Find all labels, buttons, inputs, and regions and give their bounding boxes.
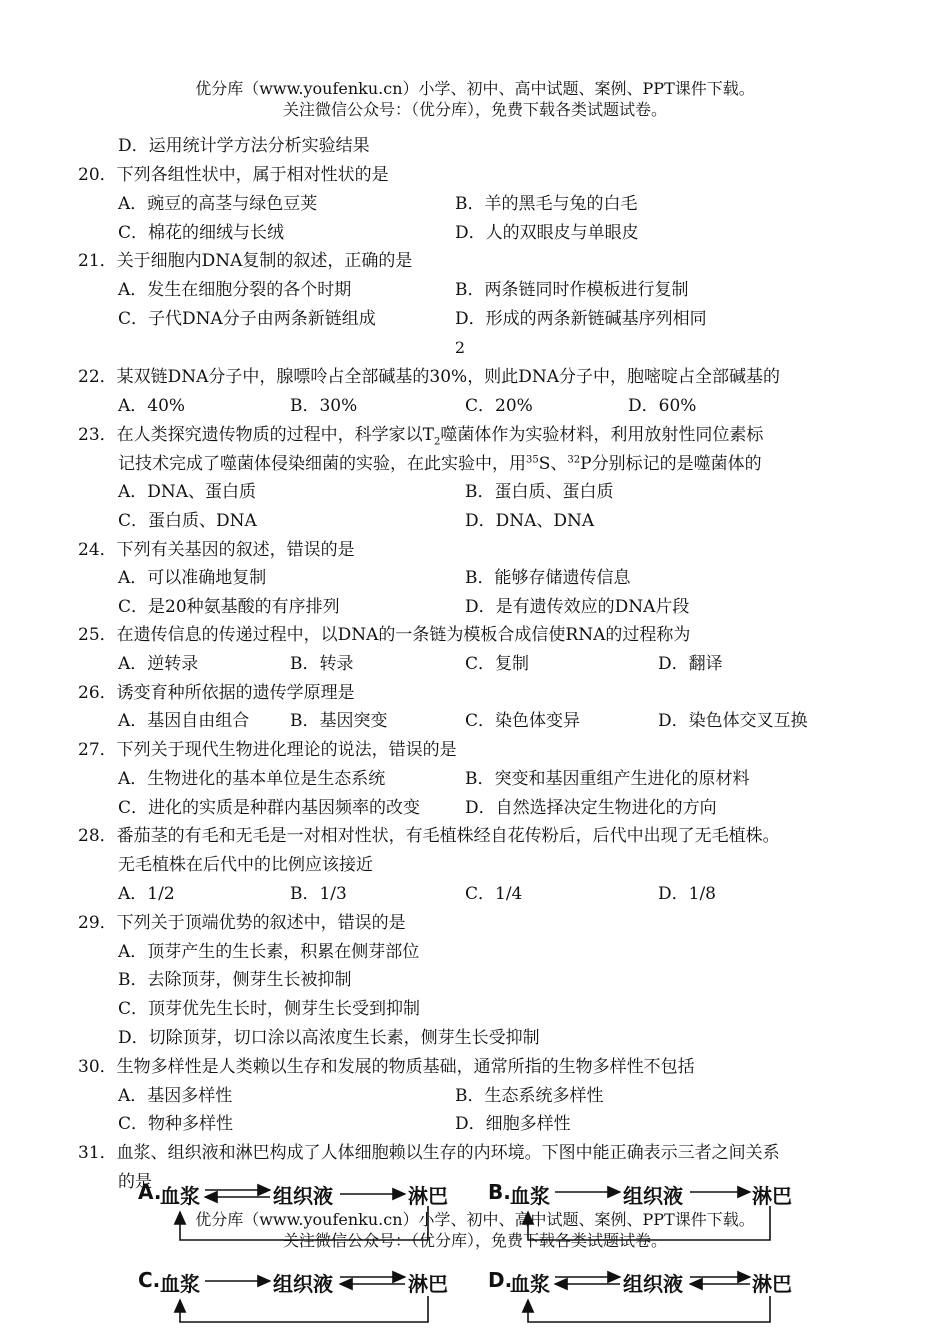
- q29-stem: 29．下列关于顶端优势的叙述中，错误的是: [78, 913, 406, 933]
- header-line-2: 关注微信公众号：（优分库），免费下载各类试题试卷。: [282, 100, 667, 119]
- q21-stem: 21．关于细胞内DNA复制的叙述，正确的是: [78, 251, 413, 271]
- diagram-a-node-tissue-fluid: 组织液: [273, 1184, 333, 1208]
- diagram-c-node-plasma: 血浆: [160, 1272, 200, 1296]
- q28-option-b: B．1/3: [290, 884, 347, 904]
- diagram-c-label: C.: [138, 1268, 161, 1292]
- q28-option-c: C．1/4: [465, 884, 523, 904]
- q20-option-c: C．棉花的细绒与长绒: [118, 223, 285, 243]
- q23-stem1-sub: 2: [433, 436, 441, 448]
- diagram-b-node-plasma: 血浆: [510, 1184, 550, 1208]
- q27-stem: 27．下列关于现代生物进化理论的说法，错误的是: [78, 740, 457, 760]
- q21-option-b: B．两条链同时作模板进行复制: [455, 280, 689, 300]
- diagram-c-return: [180, 1296, 428, 1322]
- diagram-b-node-lymph: 淋巴: [752, 1184, 792, 1208]
- q30-option-c: C．物种多样性: [118, 1114, 234, 1134]
- q23-mid: S、: [538, 454, 568, 474]
- q20-option-a: A．豌豆的高茎与绿色豆荚: [118, 194, 318, 214]
- diagram-a-node-plasma: 血浆: [160, 1184, 200, 1208]
- diagram-c-node-tissue-fluid: 组织液: [273, 1272, 333, 1296]
- q20-stem: 20．下列各组性状中，属于相对性状的是: [78, 165, 389, 185]
- diagram-d-return: [528, 1296, 770, 1322]
- diagram-a-label: A.: [138, 1180, 162, 1204]
- q29-option-a: A．顶芽产生的生长素，积累在侧芽部位: [118, 942, 420, 962]
- diagram-c-node-lymph: 淋巴: [408, 1272, 448, 1296]
- q23-stem2-post: P分别标记的是噬菌体的: [580, 454, 762, 474]
- q23-option-d: D．DNA、DNA: [465, 511, 595, 531]
- q23-option-a: A．DNA、蛋白质: [118, 482, 257, 502]
- q25-stem: 25．在遗传信息的传递过程中，以DNA的一条链为模板合成信使RNA的过程称为: [78, 625, 691, 645]
- q23-stem1-pre: 23．在人类探究遗传物质的过程中，科学家以T: [78, 425, 434, 445]
- q23-stem2-pre: 记技术完成了噬菌体侵染细菌的实验，在此实验中，用: [118, 454, 526, 474]
- diagram-b-node-tissue-fluid: 组织液: [623, 1184, 683, 1208]
- q27-option-b: B．突变和基因重组产生进化的原材料: [465, 769, 750, 789]
- q20-option-d: D．人的双眼皮与单眼皮: [455, 223, 639, 243]
- page-number: 2: [454, 338, 466, 357]
- q27-option-a: A．生物进化的基本单位是生态系统: [118, 769, 386, 789]
- q23-option-c: C．蛋白质、DNA: [118, 511, 257, 531]
- q25-option-c: C．复制: [465, 654, 530, 674]
- q28-option-a: A．1/2: [118, 884, 175, 904]
- q25-option-a: A．逆转录: [118, 654, 199, 674]
- q29-option-c: C．顶芽优先生长时，侧芽生长受到抑制: [118, 999, 421, 1019]
- q21-option-d: D．形成的两条新链碱基序列相同: [455, 309, 707, 329]
- q29-option-d: D．切除顶芽，切口涂以高浓度生长素，侧芽生长受抑制: [118, 1028, 540, 1048]
- q20-option-b: B．羊的黑毛与兔的白毛: [455, 194, 638, 214]
- q26-option-a: A．基因自由组合: [118, 711, 250, 731]
- q28-stem-line-1: 28．番茄茎的有毛和无毛是一对相对性状，有毛植株经自花传粉后，后代中出现了无毛植株。: [78, 826, 780, 846]
- prev-option-d: D．运用统计学方法分析实验结果: [118, 136, 370, 156]
- q25-option-b: B．转录: [290, 654, 354, 674]
- q28-option-d: D．1/8: [658, 884, 716, 904]
- q27-option-c: C．进化的实质是种群内基因频率的改变: [118, 798, 421, 818]
- q26-stem: 26．诱变育种所依据的遗传学原理是: [78, 683, 355, 703]
- q30-option-b: B．生态系统多样性: [455, 1086, 604, 1106]
- q22-option-b: B．30%: [290, 396, 358, 416]
- header-line-1: 优分库（www.youfenku.cn）小学、初中、高中试题、案例、PPT课件下载。: [195, 79, 755, 98]
- q22-stem: 22．某双链DNA分子中，腺嘌呤占全部碱基的30%，则此DNA分子中，胞嘧啶占全部碱基的: [78, 367, 780, 387]
- q29-option-b: B．去除顶芽，侧芽生长被抑制: [118, 970, 352, 990]
- q25-option-d: D．翻译: [658, 654, 723, 674]
- q27-option-d: D．自然选择决定生物进化的方向: [465, 798, 717, 818]
- q24-stem: 24．下列有关基因的叙述，错误的是: [78, 540, 355, 560]
- q24-option-d: D．是有遗传效应的DNA片段: [465, 597, 690, 617]
- diagram-a-node-lymph: 淋巴: [408, 1184, 448, 1208]
- q30-option-a: A．基因多样性: [118, 1086, 233, 1106]
- q28-stem-line-2: 无毛植株在后代中的比例应该接近: [118, 855, 373, 875]
- q30-stem: 30．生物多样性是人类赖以生存和发展的物质基础，通常所指的生物多样性不包括: [78, 1057, 695, 1077]
- q21-option-c: C．子代DNA分子由两条新链组成: [118, 309, 376, 329]
- diagram-d-node-plasma: 血浆: [510, 1272, 550, 1296]
- q24-option-c: C．是20种氨基酸的有序排列: [118, 597, 340, 617]
- q23-option-b: B．蛋白质、蛋白质: [465, 482, 614, 502]
- q23-sup-2: 32: [567, 454, 581, 466]
- q23-stem1-post: 噬菌体作为实验材料，利用放射性同位素标: [440, 425, 764, 445]
- q22-option-d: D．60%: [628, 396, 697, 416]
- q22-option-a: A．40%: [118, 396, 186, 416]
- q22-option-c: C．20%: [465, 396, 533, 416]
- q26-option-c: C．染色体变异: [465, 711, 581, 731]
- diagram-d-node-tissue-fluid: 组织液: [623, 1272, 683, 1296]
- q31-stem-line-2: 的是: [118, 1172, 152, 1192]
- footer-watermark-line-2: 关注微信公众号：（优分库），免费下载各类试题试卷。: [282, 1231, 667, 1250]
- q21-option-a: A．发生在细胞分裂的各个时期: [118, 280, 352, 300]
- q24-option-a: A．可以准确地复制: [118, 568, 267, 588]
- q26-option-d: D．染色体交叉互换: [658, 711, 808, 731]
- q31-stem-line-1: 31．血浆、组织液和淋巴构成了人体细胞赖以生存的内环境。下图中能正确表示三者之间关系: [78, 1143, 780, 1163]
- q23-sup-1: 35: [526, 454, 539, 466]
- q30-option-d: D．细胞多样性: [455, 1114, 571, 1134]
- diagram-d-label: D.: [488, 1268, 513, 1292]
- footer-watermark-line-1: 优分库（www.youfenku.cn）小学、初中、高中试题、案例、PPT课件下载。: [195, 1210, 755, 1229]
- q24-option-b: B．能够存储遗传信息: [465, 568, 631, 588]
- diagram-d-node-lymph: 淋巴: [752, 1272, 792, 1296]
- diagram-b-label: B.: [488, 1180, 511, 1204]
- q26-option-b: B．基因突变: [290, 711, 388, 731]
